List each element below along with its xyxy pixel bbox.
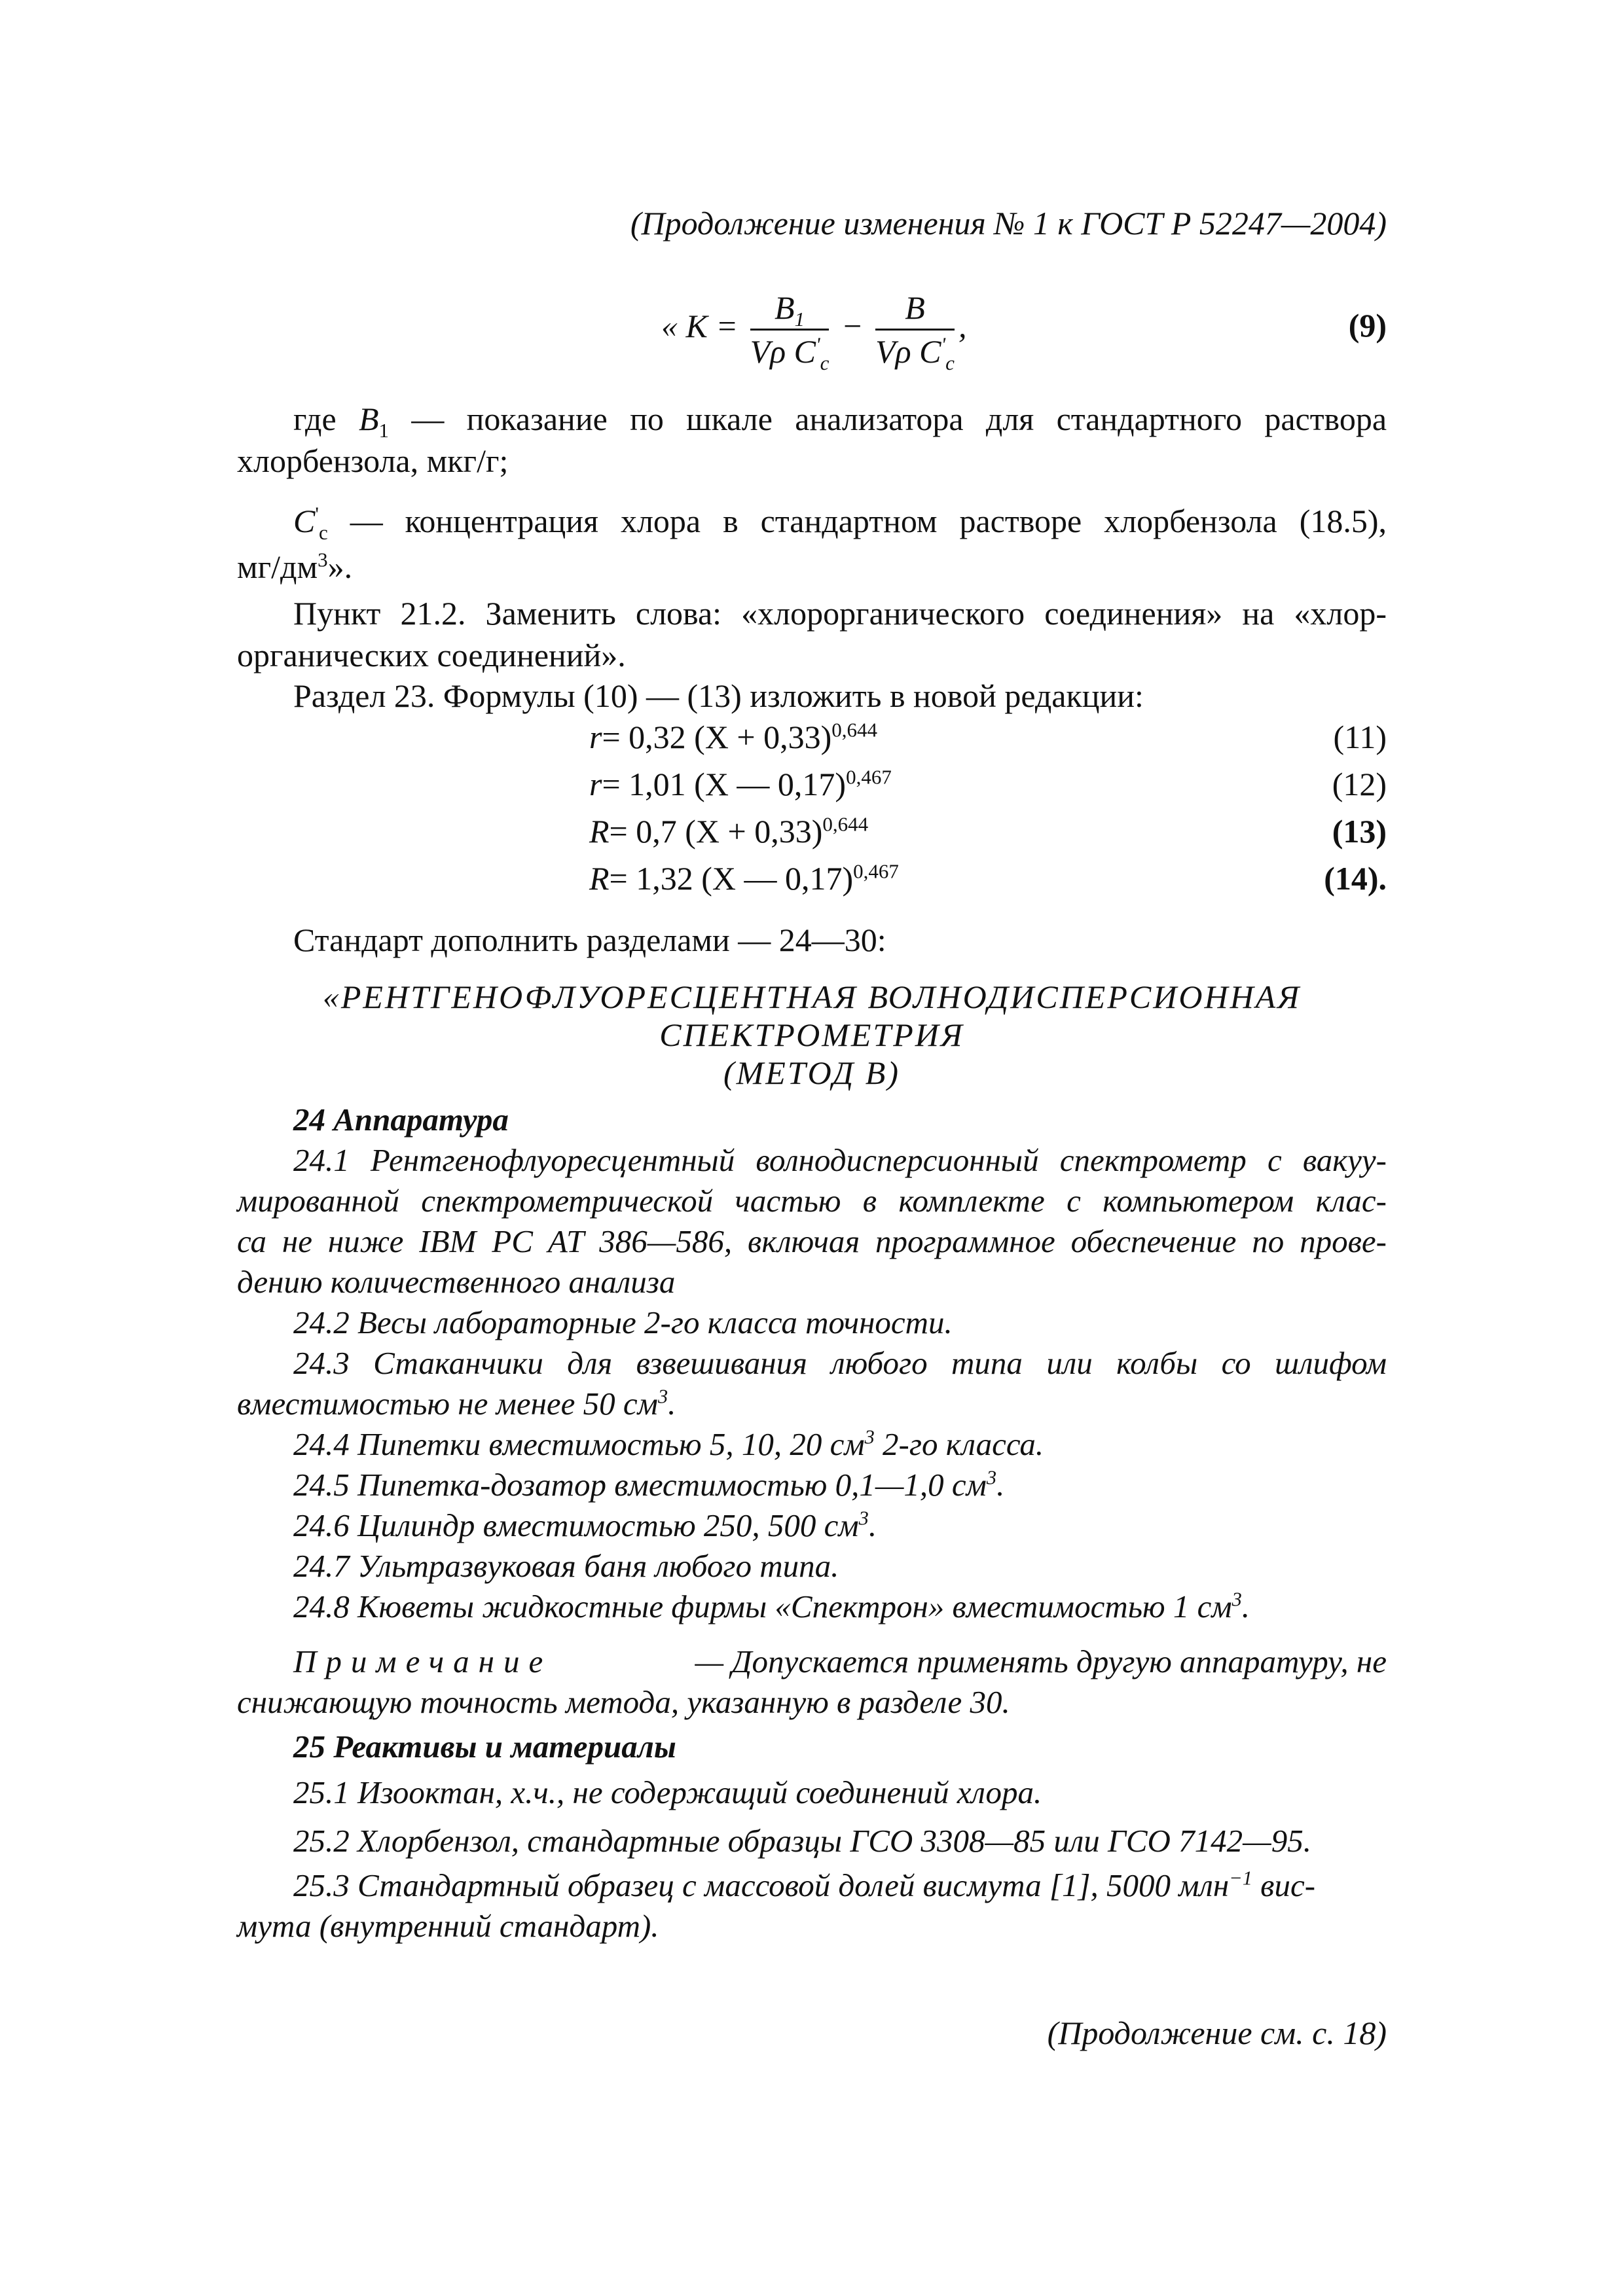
formula-9-minus: − <box>841 307 864 344</box>
formula-9 <box>661 288 967 374</box>
s24-item1-line4: дению количественного анализа <box>237 1264 676 1300</box>
s25-item2: 25.2 Хлорбензол, стандартные образцы ГСО 3308—85 или ГСО 7142—95. <box>293 1823 1311 1859</box>
s24-item3-line2: вместимостью не менее 50 $см^3$. <box>237 1385 676 1422</box>
formula-9-number: (9) <box>1348 307 1387 344</box>
s25-heading: 25 Реактивы и материалы <box>293 1729 676 1765</box>
section-title-line3: (МЕТОД В) <box>723 1054 901 1091</box>
where-b1-cont: хлорбензола, мкг/г; <box>237 442 509 479</box>
s24-note-line1: Примечание — Допускается применять другую аппаратуру, не <box>293 1641 1387 1682</box>
p21-line2: органических соединений». <box>237 637 626 673</box>
header-continuation: (Продолжение изменения № 1 к ГОСТ Р 52247—2004) <box>630 205 1387 242</box>
formula-11: r= 0,32 $(X + 0,33)^{0,644}$ <box>589 718 878 755</box>
s24-item5: 24.5 Пипетка-дозатор вместимостью 0,1—1,0 $см^3$. <box>293 1466 1005 1503</box>
s24-item1-line1: 24.1 Рентгенофлуоресцентный волнодисперсионный спектрометр с вакуу- <box>293 1142 1387 1178</box>
s25-item3-line1: 25.3 Стандартный образец с массовой долей висмута [1], 5000 млн$^{-1}$ вис- <box>293 1867 1316 1903</box>
s24-item1-line2: мированной спектрометрической частью в комплекте с компьютером клас- <box>237 1183 1387 1219</box>
note-label: Примечание <box>293 1643 553 1679</box>
p23-line1: Раздел 23. Формулы (10) — (13) изложить в новой редакции: <box>293 677 1144 714</box>
section-title-line2: СПЕКТРОМЕТРИЯ <box>659 1016 964 1053</box>
formula-9-prefix: « K = <box>661 307 739 344</box>
s24-item1-line3: са не ниже IBM PC AT 386—586, включая программное обеспечение по прове- <box>237 1223 1387 1259</box>
formula-9-suffix: , <box>958 307 967 344</box>
s24-item8: 24.8 Кюветы жидкостные фирмы «Спектрон» вместимостью 1 $см^3$. <box>293 1588 1250 1624</box>
s24-item4: 24.4 Пипетки вместимостью 5, 10, 20 $см^3$ 2-го класса. <box>293 1426 1044 1462</box>
section-title-line1: «РЕНТГЕНОФЛУОРЕСЦЕНТНАЯ ВОЛНОДИСПЕРСИОННАЯ <box>322 978 1302 1015</box>
formula-11-number: (11) <box>1333 719 1387 755</box>
where-b1-line: где $B_1$ — показание по шкале анализатора для стандартного раствора <box>293 401 1387 442</box>
formula-12-number: (12) <box>1332 766 1387 802</box>
supplement-line: Стандарт дополнить разделами — 24—30: <box>293 922 886 958</box>
s24-item6: 24.6 Цилиндр вместимостью 250, 500 $см^3$. <box>293 1507 877 1543</box>
formula-9-fraction-2: $\frac{B}{V\rho C'_c}$ <box>875 289 955 374</box>
s24-note-line2: снижающую точность метода, указанную в разделе 30. <box>237 1684 1010 1720</box>
formula-14: R= 1,32 (X — 0,17)$^{0,467}$ <box>589 859 899 897</box>
s25-item3-line2: мута (внутренний стандарт). <box>237 1908 659 1944</box>
s24-item7: 24.7 Ультразвуковая баня любого типа. <box>293 1548 839 1584</box>
s25-item1: 25.1 Изооктан, х.ч., не содержащий соединений хлора. <box>293 1774 1042 1810</box>
s24-item2: 24.2 Весы лабораторные 2-го класса точности. <box>293 1304 953 1340</box>
s24-heading: 24 Аппаратура <box>293 1102 509 1138</box>
p21-line1: Пункт 21.2. Заменить слова: «хлорорганического соединения» на «хлор- <box>293 595 1387 632</box>
formula-9-fraction-1: $\frac{B_1}{V\rho C'_c}$ <box>750 289 830 374</box>
formula-13-number: (13) <box>1332 813 1387 850</box>
where-cc-line: $C'_c$ — концентрация хлора в стандартном растворе хлорбензола (18.5), <box>293 502 1387 544</box>
formula-13: R= 0,7 $(X + 0,33)^{0,644}$ <box>589 812 869 850</box>
formula-14-number: (14). <box>1324 860 1387 897</box>
s24-item3-line1: 24.3 Стаканчики для взвешивания любого типа или колбы со шлифом <box>293 1345 1387 1381</box>
formula-12: r= 1,01 (X — 0,17)$^{0,467}$ <box>589 765 892 802</box>
where-cc-cont: $мг/дм^3$». <box>237 548 353 585</box>
footer-continuation: (Продолжение см. с. 18) <box>1047 2015 1387 2051</box>
